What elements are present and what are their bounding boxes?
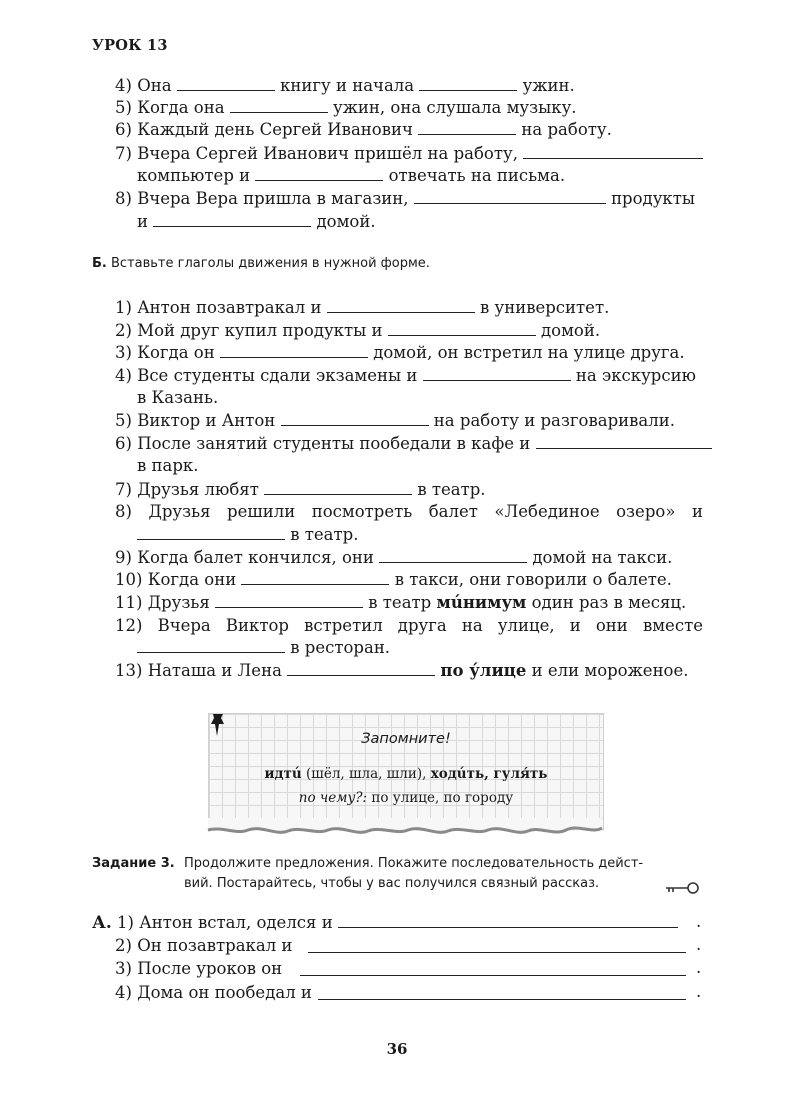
torn-edge-decoration: [206, 818, 604, 842]
note-title: Запомните!: [361, 731, 451, 747]
answer-blank[interactable]: [318, 984, 686, 1000]
answer-blank[interactable]: [220, 342, 368, 358]
exercise-line-justified: 8) Друзья решили посмотреть балет «Лебединое озеро» и: [115, 502, 703, 521]
answer-blank[interactable]: [419, 75, 517, 91]
answer-blank[interactable]: [230, 97, 328, 113]
exercise-line-cont: в ресторан.: [137, 637, 390, 659]
exercise-line: 5) Виктор и Антон на работу и разговаривали.: [115, 411, 675, 430]
exercise-line: 10) Когда они в такси, они говорили о балете.: [115, 570, 672, 589]
answer-blank[interactable]: [379, 547, 527, 563]
key-icon: [664, 880, 700, 896]
exercise-line: 7) Друзья любят в театр.: [115, 480, 486, 499]
answer-blank[interactable]: [327, 297, 475, 313]
exercise-line: 2) Он позавтракал и: [115, 936, 293, 955]
answer-blank[interactable]: [137, 637, 285, 653]
page-number: 36: [386, 1040, 408, 1058]
remember-note: [208, 713, 604, 831]
answer-blank[interactable]: [523, 143, 703, 159]
exercise-line: 6) После занятий студенты пообедали в кафе и: [115, 433, 712, 455]
end-period: .: [696, 935, 702, 954]
answer-blank[interactable]: [264, 479, 412, 495]
exercise-line-cont: компьютер и отвечать на письма.: [137, 166, 566, 185]
exercise-line: 1) Антон позавтракал и в университет.: [115, 298, 610, 317]
exercise-line-cont: в парк.: [137, 456, 199, 475]
note-verbs: идтú (шёл, шла, шли), ходúть, гуля́ть: [264, 766, 548, 782]
exercise-line: 4) Дома он пообедал и: [115, 983, 312, 1002]
exercise-line: 11) Друзья в театр мúнимум один раз в месяц.: [115, 593, 687, 612]
answer-blank[interactable]: [177, 75, 275, 91]
exercise-line-cont: в театр.: [137, 524, 358, 546]
exercise-line: 3) Когда он домой, он встретил на улице друга.: [115, 343, 685, 362]
task-label: Задание 3.: [92, 856, 175, 871]
answer-blank[interactable]: [414, 188, 606, 204]
answer-blank[interactable]: [153, 211, 311, 227]
exercise-line: 7) Вчера Сергей Иванович пришёл на работу,: [115, 143, 703, 165]
pushpin-icon: [208, 712, 230, 740]
exercise-line: 2) Мой друг купил продукты и домой.: [115, 321, 601, 340]
exercise-line: 9) Когда балет кончился, они домой на такси.: [115, 548, 673, 567]
note-usage: по чему?: по улице, по городу: [298, 790, 514, 806]
exercise-line-cont: и домой.: [137, 212, 376, 231]
answer-blank[interactable]: [388, 320, 536, 336]
exercise-line: 8) Вчера Вера пришла в магазин, продукты: [115, 189, 695, 208]
answer-blank[interactable]: [423, 365, 571, 381]
exercise-line-cont: в Казань.: [137, 388, 219, 407]
exercise-line-justified: 12) Вчера Виктор встретил друга на улице, и они вместе: [115, 616, 703, 635]
answer-blank[interactable]: [287, 660, 435, 676]
end-period: .: [696, 982, 702, 1001]
answer-blank[interactable]: [241, 569, 389, 585]
answer-blank[interactable]: [418, 119, 516, 135]
answer-blank[interactable]: [536, 433, 712, 449]
exercise-line: 5) Когда она ужин, она слушала музыку.: [115, 98, 577, 117]
page-header: УРОК 13: [92, 37, 168, 54]
exercise-line: 13) Наташа и Лена по у́лице и ели мороженое.: [115, 661, 689, 680]
exercise-line: А. 1) Антон встал, оделся и: [92, 912, 678, 934]
exercise-line: 3) После уроков он: [115, 959, 283, 978]
answer-blank[interactable]: [300, 960, 686, 976]
answer-blank[interactable]: [255, 165, 383, 181]
answer-blank[interactable]: [137, 524, 285, 540]
task-instruction-line: вий. Постарайтесь, чтобы у вас получился связный рассказ.: [184, 876, 600, 891]
exercise-line: 6) Каждый день Сергей Иванович на работу.: [115, 120, 612, 139]
answer-blank[interactable]: [308, 937, 686, 953]
answer-blank[interactable]: [338, 912, 678, 928]
section-b-instruction: Б. Вставьте глаголы движения в нужной форме.: [92, 256, 430, 271]
end-period: .: [696, 958, 702, 977]
answer-blank[interactable]: [281, 410, 429, 426]
end-period: .: [696, 912, 702, 931]
answer-blank[interactable]: [215, 592, 363, 608]
exercise-line: 4) Она книгу и начала ужин.: [115, 76, 575, 95]
task-instruction-line: Продолжите предложения. Покажите последовательность дейст-: [184, 856, 644, 871]
exercise-line: 4) Все студенты сдали экзамены и на экскурсию: [115, 366, 696, 385]
